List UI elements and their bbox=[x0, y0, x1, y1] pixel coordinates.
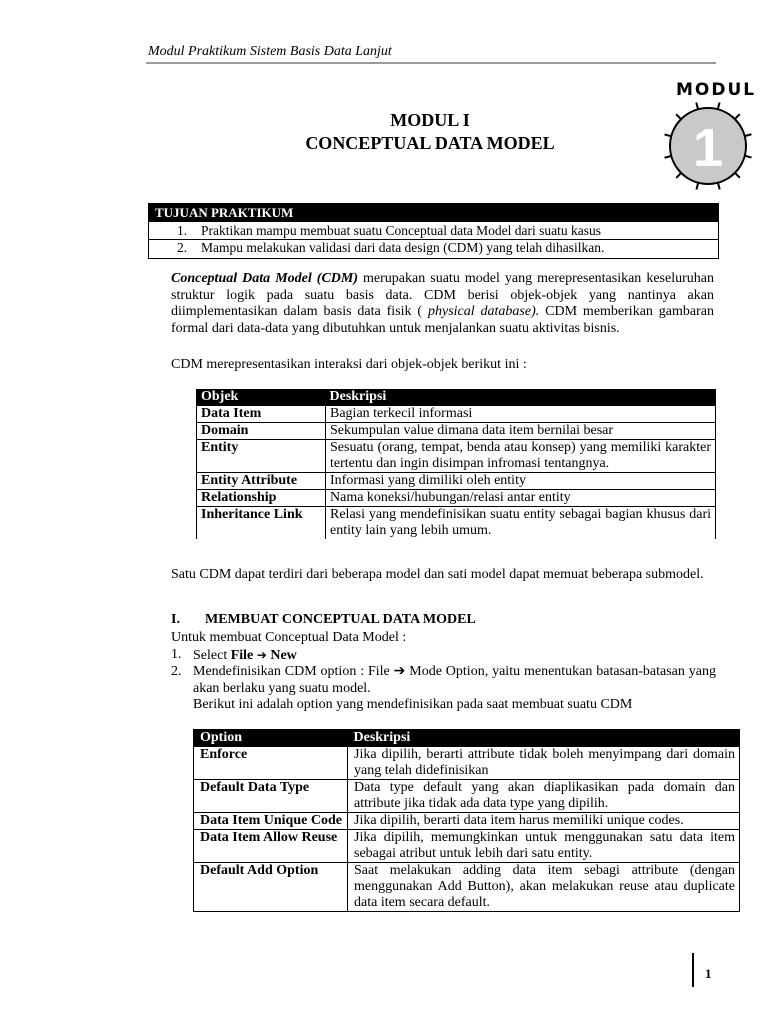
gear-tooth bbox=[676, 114, 681, 119]
table-row: Data Item Bagian terkecil informasi bbox=[197, 406, 716, 423]
summary-paragraph: Satu CDM dapat terdiri dari beberapa model dan sati model dapat memuat beberapa submodel. bbox=[171, 567, 704, 582]
gear-tooth bbox=[718, 103, 720, 110]
gear-tooth bbox=[696, 103, 698, 110]
section-steps bbox=[171, 630, 716, 714]
gear-tooth bbox=[696, 183, 698, 190]
table-row: Enforce Jika dipilih, berarti attribute tidak boleh menyimpang dari domain yang telah didefinisikan bbox=[194, 747, 740, 780]
intro-paragraph: Conceptual Data Model (CDM) merupakan suatu model yang merepresentasikan keseluruhan struktur logik pada suatu basis data. CDM berisi objek-objek yang nantinya akan diimplementasikan dalam basis data fisik ( physical database). CDM memberikan gambaran formal dari data-data yang dibutuhkan untuk menjalankan suatu aktivitas bisnis. bbox=[171, 271, 714, 336]
gear-tooth bbox=[735, 114, 740, 119]
module-badge-gear-icon bbox=[650, 78, 765, 193]
table-row: Relationship Nama koneksi/hubungan/relasi antar entity bbox=[197, 490, 716, 507]
intro-line: CDM merepresentasikan interaksi dari objek-objek berikut ini : bbox=[171, 357, 527, 372]
options-table bbox=[193, 729, 740, 912]
table-row: Data Item Allow Reuse Jika dipilih, memungkinkan untuk menggunakan satu data item sebagai atribut untuk lebih dari satu entity. bbox=[194, 830, 740, 863]
options-header-description: Deskripsi bbox=[348, 730, 740, 747]
table-row: Entity Sesuatu (orang, tempat, benda atau konsep) yang memiliki karakter tertentu dan ingin disimpan infromasi tentangnya. bbox=[197, 440, 716, 473]
arrow-right-icon: ➔ bbox=[256, 647, 267, 662]
objectives-heading: TUJUAN PRAKTIKUM bbox=[149, 204, 718, 222]
table-row: Default Data Type Data type default yang akan diaplikasikan pada domain dan attribute jika tidak ada data type yang dipilih. bbox=[194, 780, 740, 813]
table-row: Inheritance Link Relasi yang mendefinisikan suatu entity sebagai bagian khusus dari entity lain yang lebih umum. bbox=[197, 507, 716, 540]
gear-tooth bbox=[745, 156, 752, 158]
module-badge-label: MODUL bbox=[676, 80, 757, 100]
objectives-list bbox=[149, 222, 718, 258]
table-row: Domain Sekumpulan value dimana data item bernilai besar bbox=[197, 423, 716, 440]
step-item: 1. Select File ➔ New bbox=[171, 646, 297, 663]
objects-table bbox=[196, 389, 716, 539]
gear-tooth bbox=[676, 173, 681, 178]
page-number-bar bbox=[692, 953, 694, 987]
gear-tooth bbox=[718, 183, 720, 190]
running-header: Modul Praktikum Sistem Basis Data Lanjut bbox=[148, 44, 392, 59]
steps-lead: Untuk membuat Conceptual Data Model : bbox=[171, 630, 407, 645]
page-number: 1 bbox=[705, 966, 712, 981]
step-item: 2. Mendefinisikan CDM option : File ➔ Mode Option, yaitu menentukan batasan-batasan yang akan berlaku yang suatu model. bbox=[171, 664, 716, 696]
table-row: Default Add Option Saat melakukan adding data item sebagi attribute (dengan menggunakan Add Button), akan melakukan reuse atau duplicate data item secara default. bbox=[194, 863, 740, 912]
intro-physical-term: physical database). bbox=[427, 304, 540, 319]
options-header-option: Option bbox=[194, 730, 348, 747]
objects-header-description: Deskripsi bbox=[326, 389, 716, 406]
module-subtitle: CONCEPTUAL DATA MODEL bbox=[305, 133, 555, 153]
intro-term: Conceptual Data Model (CDM) bbox=[171, 271, 358, 286]
objectives-box bbox=[148, 203, 719, 259]
objective-item: 1. Praktikan mampu membuat suatu Conceptual data Model dari suatu kasus bbox=[177, 223, 602, 238]
gear-tooth bbox=[745, 134, 752, 136]
module-title: MODUL I bbox=[390, 110, 470, 130]
table-row: Data Item Unique Code Jika dipilih, berarti data item harus memiliki unique codes. bbox=[194, 813, 740, 830]
step-subtext: Berikut ini adalah option yang mendefinisikan pada saat membuat suatu CDM bbox=[193, 697, 633, 712]
header-rule bbox=[146, 62, 716, 64]
gear-tooth bbox=[665, 156, 672, 158]
section-heading: I. MEMBUAT CONCEPTUAL DATA MODEL bbox=[171, 612, 476, 627]
objects-header-object: Objek bbox=[197, 389, 326, 406]
module-badge-number: 1 bbox=[692, 118, 724, 178]
gear-tooth bbox=[665, 134, 672, 136]
objective-item: 2. Mampu melakukan validasi dari data design (CDM) yang telah dihasilkan. bbox=[149, 239, 718, 256]
gear-tooth bbox=[735, 173, 740, 178]
table-row: Entity Attribute Informasi yang dimiliki oleh entity bbox=[197, 473, 716, 490]
